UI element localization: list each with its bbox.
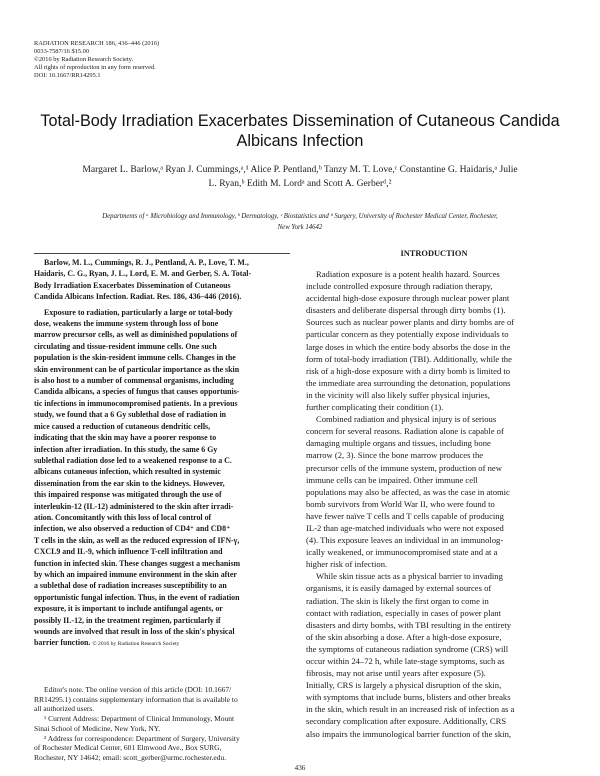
abstract-line: by which an impaired immune environment in the skin after [34, 569, 237, 579]
introduction-line: secondary complication after exposure. Additionally, CRS [306, 716, 507, 727]
introduction-line: damaging multiple organs and tissues, including bone [306, 438, 491, 449]
affiliation-line-2: New York 14642 [277, 224, 323, 232]
introduction-line: radiation. The skin is likely the first organ to come in [306, 595, 489, 606]
suggested-citation [34, 257, 290, 303]
affiliation-line-1: Departments of ᵃ Microbiology and Immunology, ᵇ Dermatology, ᶜ Biostatistics and ᵈ Surgery, University of Rochester Medical Center, Rochester, [102, 213, 498, 220]
abstract-line: ation. Concomitantly with this loss of local control of [34, 512, 212, 522]
authors-line-2: L. Ryan,ᵇ Edith M. Lordᵃ and Scott A. Gerberᵈ,² [208, 178, 392, 189]
abstract-line: skin environment can be of particular importance as the skin [34, 364, 240, 374]
introduction-line: also impairs the immunological barrier function of the skin, [306, 728, 512, 739]
introduction-line: disasters and dirty bombs, with TBI resulting in the entirety [306, 619, 512, 630]
right-column [306, 248, 562, 740]
introduction-line: disasters and deliberate dispersal through dirty bombs (1). [306, 305, 506, 316]
abstract-line: T cells in the skin, as well as the reduced expression of IFN-γ, [34, 535, 240, 545]
introduction-line: the symptoms of cutaneous radiation syndrome (CRS) will [306, 643, 509, 654]
abstract-line: infection, we also observed a reduction of CD4⁺ and CD8⁺ [34, 524, 231, 534]
abstract [34, 307, 290, 651]
abstract-line: circulating and tissue-resident immune cells. One such [34, 341, 217, 351]
abstract-line: study, we found that a 6 Gy sublethal dose of radiation in [34, 410, 227, 420]
left-column [34, 256, 290, 651]
citation-line: Haidaris, C. G., Ryan, J. L., Lord, E. M. and Gerber, S. A. Total- [34, 269, 252, 279]
abstract-line: opportunistic fungal infection. Thus, in the event of radiation [34, 592, 240, 602]
introduction-line: Sources such as nuclear power plants and dirty bombs are of [306, 317, 515, 328]
citation-line: Body Irradiation Exacerbates Dissemination of Cutaneous [34, 280, 231, 290]
introduction-line: precursor cells of the immune system, production of new [306, 462, 502, 473]
abstract-line: wounds are involved that result in loss of the skin's physical [34, 627, 235, 636]
introduction-line: Initially, CRS is largely a physical disruption of the skin, [306, 680, 502, 691]
introduction-line: IL-2 than age-matched individuals who were not exposed [306, 522, 504, 533]
abstract-line: exposure, it is important to include antifungal agents, or [34, 604, 223, 614]
authors-line-1: Margaret L. Barlow,ᵃ Ryan J. Cummings,ᵃ,¹ Alice P. Pentland,ᵇ Tanzy M. T. Love,ᶜ Constantine G. Haidaris,ᵃ Julie [82, 164, 518, 175]
introduction-line: further complicating their condition (1). [306, 402, 444, 413]
introduction-line: include controlled exposure through radiation therapy, [306, 281, 493, 292]
introduction-line: accidental high-dose exposure through nuclear power plant [306, 293, 510, 304]
abstract-line: CXCL9 and IL-9, which influence T-cell infiltration and [34, 547, 223, 557]
introduction-line: (4). This exposure leaves an individual in an immunolog- [306, 535, 504, 546]
footnote-line: Editor's note. The online version of this article (DOI: 10.1667/ [44, 685, 232, 694]
abstract-line: a sublethal dose of radiation increases susceptibility to an [34, 581, 227, 591]
introduction-line: in the skin, which result in an increased risk of infection as a [306, 704, 515, 715]
copyright-line: ©2016 by Radiation Research Society. [34, 56, 134, 64]
footnote-line: Sinai School of Medicine, New York, NY. [34, 723, 161, 733]
footnote-line: ¹ Current Address: Department of Clinical Immunology, Mount [44, 714, 235, 724]
article-title [20, 111, 580, 151]
introduction-line: in the vicinity will also likely suffer physical injuries, [306, 389, 490, 400]
introduction-line: ically weakened, or immunocompromised state and at a [306, 547, 498, 558]
introduction-line: organisms, it is easily damaged by external sources of [306, 583, 492, 594]
citation-line: Barlow, M. L., Cummings, R. J., Pentland, A. P., Love, T. M., [44, 258, 249, 267]
introduction-body [306, 268, 562, 740]
introduction-line: higher risk of infection. [306, 559, 388, 570]
introduction-line: bomb survivors from World War II, who were found to [306, 498, 495, 509]
abstract-line: albicans cutaneous infection, which resulted in systemic [34, 467, 221, 477]
journal-citation-line: RADIATION RESEARCH 186, 436–446 (2016) [34, 40, 160, 47]
introduction-line: of the skin absorbing a dose. After a high-dose exposure, [306, 631, 502, 642]
abstract-line: population is the skin-resident immune cells. Changes in the [34, 353, 236, 363]
introduction-line: While skin tissue acts as a physical barrier to invading [316, 571, 503, 582]
author-list [58, 163, 542, 191]
introduction-line: contact with radiation, especially in cases of power plant [306, 607, 501, 618]
introduction-line: with symptoms that include burns, blisters and other breaks [306, 692, 511, 703]
introduction-line: the immediate area surrounding the detonation, populations [306, 377, 511, 388]
introduction-line: fibrosis, may not arise until years after exposure (5). [306, 668, 486, 679]
abstract-line: indicating that the skin may have a poorer response to [34, 433, 217, 443]
introduction-line: concern for several reasons. Radiation alone is capable of [306, 426, 504, 437]
abstract-line: function in infected skin. These changes suggest a mechanism [34, 558, 241, 568]
introduction-line: Combined radiation and physical injury is of serious [316, 414, 497, 425]
abstract-line: interleukin-12 (IL-12) administered to the skin after irradi- [34, 501, 234, 511]
abstract-line: infection after irradiation. In this study, the same 6 Gy [34, 444, 218, 454]
footnote-line: of Rochester Medical Center, 601 Elmwood Ave., Box SURG, [34, 743, 222, 753]
citation-line: Candida Albicans Infection. Radiat. Res. 186, 436–446 (2016). [34, 292, 242, 302]
abstract-line: Candida albicans, a species of fungus that causes opportunis- [34, 387, 240, 397]
abstract-line: possibly IL-12, in the treatment regimen, particularly if [34, 615, 221, 625]
introduction-line: immune cells can be impaired. Other immune cell [306, 474, 478, 485]
footnotes [34, 685, 290, 763]
abstract-line: dissemination from the ear skin to the kidneys. However, [34, 478, 225, 488]
introduction-line: form of total-body irradiation (TBI). Additionally, while the [306, 353, 512, 364]
footnote-line: Rochester, NY 14642; email: scott_gerber@urmc.rochester.edu. [34, 752, 227, 762]
introduction-line: particular concern as they potentially expose individuals to [306, 329, 509, 340]
abstract-line: tic infections in immunocompromised patients. In a previous [34, 398, 238, 408]
abstract-line: marrow precursor cells, as well as diminished populations of [34, 330, 238, 340]
abstract-line: Exposure to radiation, particularly a large or total-body [44, 307, 233, 317]
introduction-heading: INTRODUCTION [400, 249, 468, 258]
affiliations [40, 211, 560, 234]
introduction-line: Radiation exposure is a potent health hazard. Sources [316, 269, 500, 279]
footnote-line: RR14295.1) contains supplementary information that is available to [34, 694, 238, 704]
abstract-copyright: © 2016 by Radiation Research Society [92, 641, 180, 648]
abstract-line: sublethal radiation dose led to a weakened response to a C. [34, 455, 232, 465]
doi-line: DOI: 10.1667/RR14295.1 [34, 72, 101, 80]
journal-header [34, 40, 334, 80]
abstract-line: is also host to a number of commensal organisms, including [34, 376, 234, 386]
citation-divider [34, 253, 290, 254]
footnote-line: all authorized users. [34, 704, 95, 714]
abstract-line: mice caused a reduction of cutaneous dendritic cells, [34, 421, 211, 431]
title-line-1: Total-Body Irradiation Exacerbates Dissemination of Cutaneous Candida [40, 112, 560, 130]
issn-line: 0033-7587/16 $15.00 [34, 48, 90, 56]
introduction-line: large doses in which the entire body absorbs the dose in the [306, 341, 511, 352]
footnote-line: ² Address for correspondence: Department of Surgery, University [44, 733, 240, 743]
title-line-2: Albicans Infection [236, 132, 364, 150]
introduction-line: occur within 24–72 h, while late-stage symptoms, such as [306, 656, 505, 666]
rights-line: All rights of reproduction in any form reserved. [34, 64, 156, 72]
abstract-line: this impaired response was mitigated through the use of [34, 490, 222, 500]
abstract-line: dose, weakens the immune system through loss of bone [34, 319, 219, 329]
introduction-line: marrow (2, 3). Since the bone marrow produces the [306, 450, 484, 461]
introduction-line: populations may also be affected, as was the case in atomic [306, 486, 510, 497]
introduction-line: have fewer naïve T cells and T cells capable of producing [306, 510, 504, 521]
page-number: 436 [294, 764, 306, 772]
abstract-line: barrier function. © 2016 by Radiation Research Society [34, 638, 180, 648]
introduction-line: risk of a high-dose exposure with a dirty bomb is limited to [306, 365, 511, 376]
